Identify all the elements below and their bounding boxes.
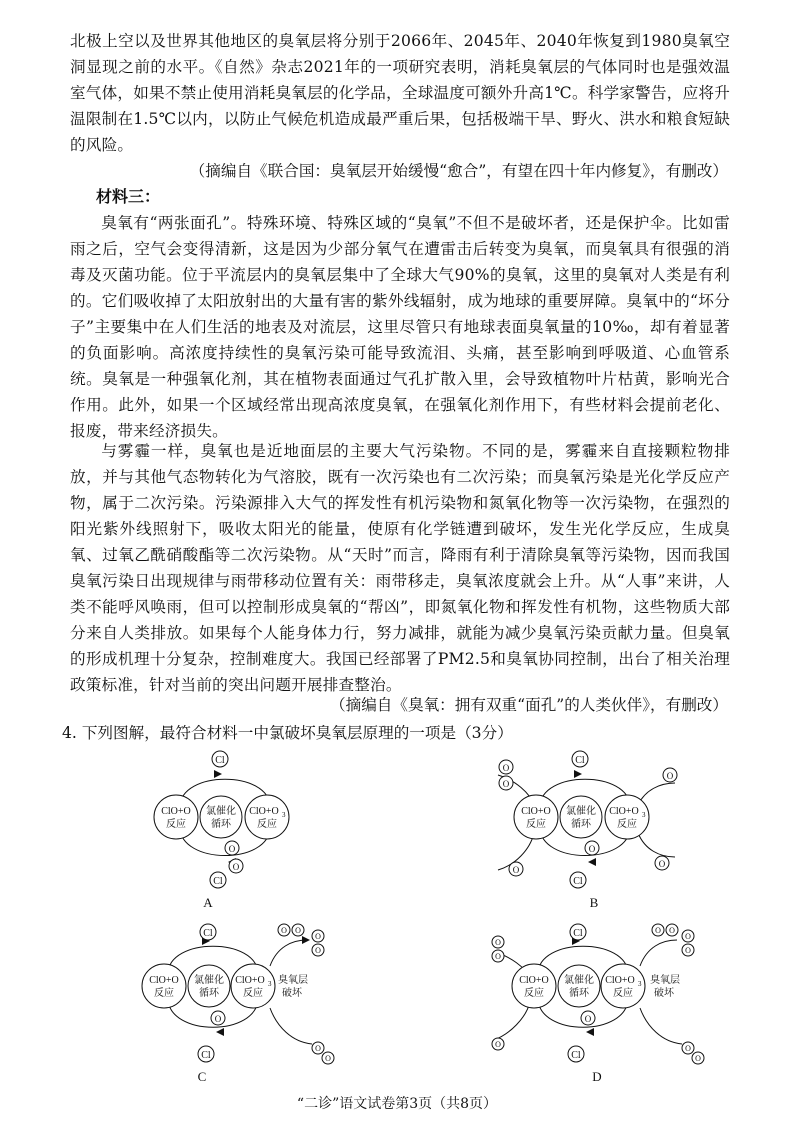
option-label-d: D xyxy=(592,1069,602,1084)
o-label: O xyxy=(495,938,501,947)
option-label-a: A xyxy=(203,895,213,910)
diagram-option-a xyxy=(140,745,310,914)
cycle-label: 氯催化 xyxy=(566,806,596,817)
cycle-label: 氯催化 xyxy=(564,975,594,986)
cycle-label: 循环 xyxy=(211,819,231,830)
reaction-label: 反应 xyxy=(524,988,544,999)
cl-label: Cl xyxy=(215,755,225,766)
cycle-label: 循环 xyxy=(199,988,219,999)
reaction-label: 反应 xyxy=(526,819,546,830)
cl-label: Cl xyxy=(213,876,223,887)
o-label: O xyxy=(666,771,674,781)
page-footer: “二诊”语文试卷第3页（共8页） xyxy=(296,1096,498,1112)
o-label: O xyxy=(655,926,661,935)
reaction-label: 反应 xyxy=(243,988,263,999)
reaction-label: ClO+O xyxy=(161,806,191,817)
question-4: 4. 下列图解，最符合材料一中氯破坏臭氧层原理的一项是（3分） xyxy=(62,724,513,742)
o-label: O xyxy=(588,844,596,854)
reaction-label: 反应 xyxy=(257,819,277,830)
subscript-label: 3 xyxy=(642,811,646,819)
ozone-destroy-label: 臭氧层 xyxy=(650,975,680,986)
cl-label: Cl xyxy=(573,876,583,887)
reaction-label: ClO+O xyxy=(249,806,279,817)
diagram-option-b xyxy=(490,745,680,914)
ozone-destroy-label: 臭氧层 xyxy=(278,975,308,986)
o-label: O xyxy=(228,844,236,854)
o-label: O xyxy=(685,1044,691,1053)
o-label: O xyxy=(685,932,691,941)
o-label: O xyxy=(695,1054,701,1063)
cl-label: Cl xyxy=(573,928,583,939)
reaction-label: 反应 xyxy=(166,819,186,830)
o-label: O xyxy=(512,865,520,875)
ozone-destroy-label: 破坏 xyxy=(282,988,302,999)
reaction-label: ClO+O xyxy=(149,975,179,986)
o-label: O xyxy=(232,862,240,872)
paragraph-pollution: 与雾霾一样，臭氧也是近地面层的主要大气污染物。不同的是，雾霾来自直接颗粒物排放，并与其他气态物转化为气溶胶，既有一次污染也有二次污染；而臭氧污染是光化学反应产物，属于二次污染。污染源排入大气的挥发性有机污染物和氮氧化物等一次污染物，在强烈的阳光紫外线照射下，吸收太阳光的能量，使原有化学链遭到破坏，发生光化学反应，生成臭氧、过氧乙酰硝酸酯等二次污染物。从“天时”而言，降雨有利于清除臭氧等污染物，因而我国臭氧污染日出现规律与雨带移动位置有关：雨带移走，臭氧浓度就会上升。从“人事”来讲，人类不能呼风唤雨，但可以控制形成臭氧的“帮凶”，即氮氧化物和挥发性有机物，这些物质大部分来自人类排放。如果每个人能身体力行，努力减排，就能为减少臭氧污染贡献力量。但臭氧的形成机理十分复杂，控制难度大。我国已经部署了PM2.5和臭氧协同控制，出台了相关治理政策标准，针对当前的突出问题开展排查整治。 xyxy=(70,442,730,694)
o-label: O xyxy=(315,932,321,941)
o-label: O xyxy=(502,763,510,773)
cl-label: Cl xyxy=(571,1050,581,1061)
reaction-label: ClO+O xyxy=(519,975,549,986)
reaction-label: 反应 xyxy=(613,988,633,999)
o-label: O xyxy=(214,1014,222,1024)
ozone-destroy-label: 破坏 xyxy=(654,988,674,999)
reaction-label: ClO+O xyxy=(609,806,639,817)
o-label: O xyxy=(325,1054,331,1063)
subscript-label: 3 xyxy=(282,811,286,819)
cycle-label: 氯催化 xyxy=(194,975,224,986)
cycle-label: 循环 xyxy=(571,819,591,830)
reaction-label: ClO+O xyxy=(605,975,635,986)
o-label: O xyxy=(502,779,510,789)
diagram-option-d xyxy=(482,922,712,1091)
reaction-label: ClO+O xyxy=(521,806,551,817)
cl-label: Cl xyxy=(203,928,213,939)
o-label: O xyxy=(281,926,287,935)
o-label: O xyxy=(295,926,301,935)
reaction-label: 反应 xyxy=(617,819,637,830)
cycle-label: 氯催化 xyxy=(206,806,236,817)
source-citation-1: （摘编自《联合国：臭氧层开始缓慢“愈合”，有望在四十年内修复》，有删改） xyxy=(189,162,728,180)
reaction-label: 反应 xyxy=(154,988,174,999)
o-label: O xyxy=(584,1014,592,1024)
material-3-heading: 材料三： xyxy=(96,187,161,206)
o-label: O xyxy=(685,946,691,955)
o-label: O xyxy=(315,1044,321,1053)
paragraph-ozone-recovery: 北极上空以及世界其他地区的臭氧层将分别于2066年、2045年、2040年恢复到1980臭氧空洞显现之前的水平。《自然》杂志2021年的一项研究表明，消耗臭氧层的气体同时也是强效温室气体，如果不禁止使用消耗臭氧层的化学品，全球温度可额外升高1℃。科学家警告，应将升温限制在1.5℃以内，以防止气候危机造成最严重后果，包括极端干旱、野火、洪水和粮食短缺的风险。 xyxy=(70,32,730,154)
source-citation-2: （摘编自《臭氧：拥有双重“面孔”的人类伙伴》，有删改） xyxy=(330,696,728,714)
o-label: O xyxy=(669,926,675,935)
cl-label: Cl xyxy=(575,755,585,766)
o-label: O xyxy=(658,859,666,869)
option-label-b: B xyxy=(589,895,599,910)
subscript-label: 3 xyxy=(638,980,642,988)
reaction-label: ClO+O xyxy=(235,975,265,986)
cl-label: Cl xyxy=(201,1050,211,1061)
o-label: O xyxy=(495,952,501,961)
o-label: O xyxy=(495,1040,501,1049)
cycle-label: 循环 xyxy=(569,988,589,999)
paragraph-two-faces: 臭氧有“两张面孔”。特殊环境、特殊区域的“臭氧”不但不是破坏者，还是保护伞。比如雷雨之后，空气会变得清新，这是因为少部分氧气在遭雷击后转变为臭氧，而臭氧具有很强的消毒及灭菌功能。位于平流层内的臭氧层集中了全球大气90%的臭氧，这里的臭氧对人类是有利的。它们吸收掉了太阳放射出的大量有害的紫外线辐射，成为地球的重要屏障。臭氧中的“坏分子”主要集中在人们生活的地表及对流层，这里尽管只有地球表面臭氧量的10‰，却有着显著的负面影响。高浓度持续性的臭氧污染可能导致流泪、头痛，甚至影响到呼吸道、心血管系统。臭氧是一种强氧化剂，其在植物表面通过气孔扩散入里，会导致植物叶片枯黄，影响光合作用。此外，如果一个区域经常出现高浓度臭氧，在强氧化剂作用下，有些材料会提前老化、报废，带来经济损失。 xyxy=(70,214,730,440)
o-label: O xyxy=(315,946,321,955)
subscript-label: 3 xyxy=(268,980,272,988)
diagram-option-c xyxy=(132,922,342,1091)
option-label-c: C xyxy=(197,1069,207,1084)
